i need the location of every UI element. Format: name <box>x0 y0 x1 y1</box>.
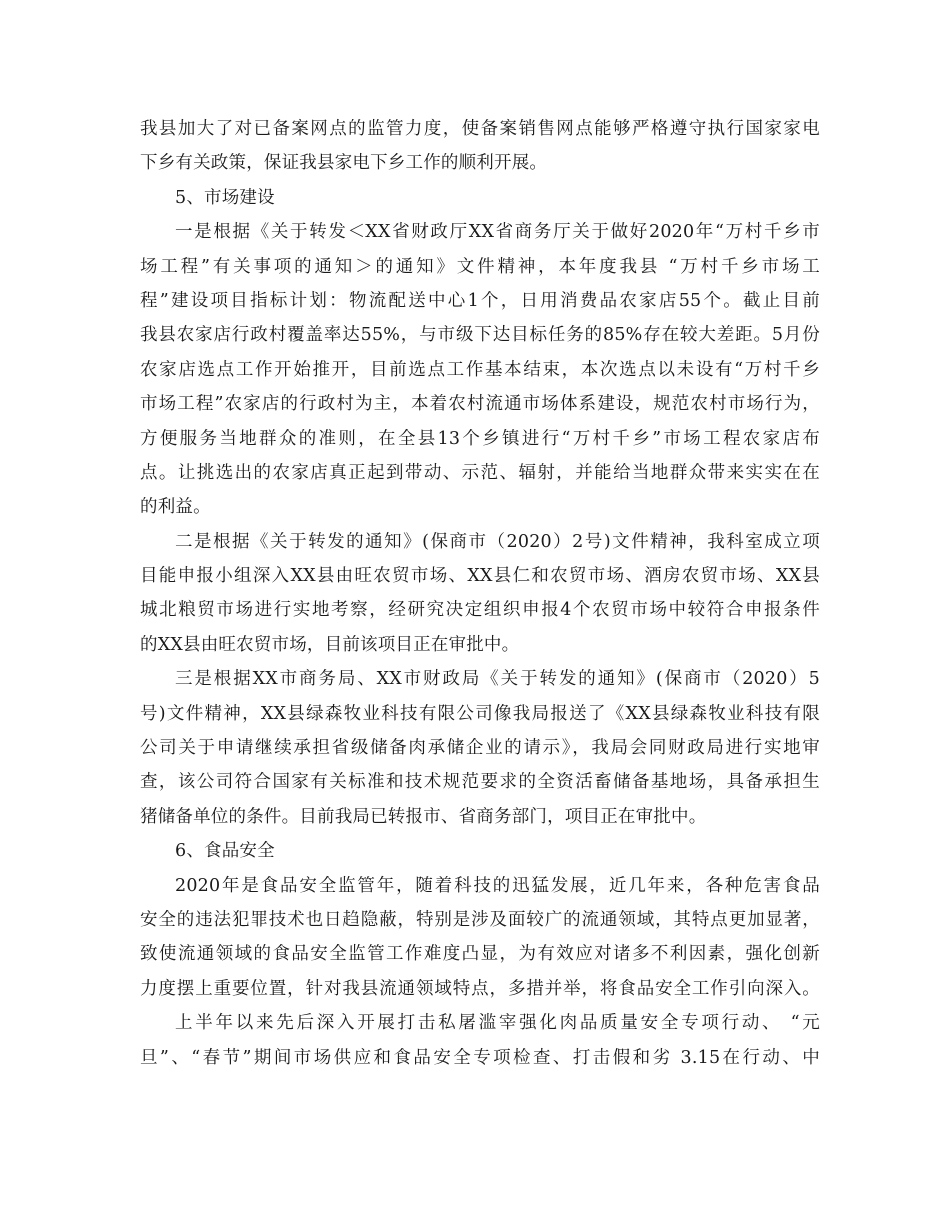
text-line: 号)文件精神，XX县绿森牧业科技有限公司像我局报送了《XX县绿森牧业科技有限 <box>140 703 820 724</box>
text-line: 程”建设项目指标计划：物流配送中心1个，日用消费品农家店55个。截止目前 <box>140 290 820 311</box>
text-line: 三是根据XX市商务局、XX市财政局《关于转发的通知》(保商市（2020）5 <box>175 669 820 690</box>
text-line: 旦”、“春节”期间市场供应和食品安全专项检查、打击假和劣 3.15在行动、中 <box>140 1047 820 1068</box>
text-line: 场工程”有关事项的通知＞的通知》文件精神，本年度我县 “万村千乡市场工 <box>140 256 820 277</box>
text-line: 的利益。 <box>140 497 211 518</box>
document-body <box>140 112 820 1075</box>
text-line: 致使流通领域的食品安全监管工作难度凸显，为有效应对诸多不利因素，强化创新 <box>140 944 820 965</box>
text-line: 方便服务当地群众的准则，在全县13个乡镇进行“万村千乡”市场工程农家店布 <box>140 428 820 449</box>
text-line: 6、食品安全 <box>175 841 275 862</box>
text-line: 公司关于申请继续承担省级储备肉承储企业的请示》，我局会同财政局进行实地审 <box>140 738 820 759</box>
text-line: 2020年是食品安全监管年，随着科技的迅猛发展，近几年来，各种危害食品 <box>175 875 820 896</box>
text-line: 一是根据《关于转发＜XX省财政厅XX省商务厅关于做好2020年“万村千乡市 <box>175 222 820 243</box>
text-line: 城北粮贸市场进行实地考察，经研究决定组织申报4个农贸市场中较符合申报条件 <box>140 600 820 621</box>
text-line: 我县加大了对已备案网点的监管力度，使备案销售网点能够严格遵守执行国家家电 <box>140 119 820 139</box>
text-line: 安全的违法犯罪技术也日趋隐蔽，特别是涉及面较广的流通领域，其特点更加显著， <box>140 909 820 930</box>
text-line: 目能申报小组深入XX县由旺农贸市场、XX县仁和农贸市场、酒房农贸市场、XX县 <box>140 566 820 587</box>
text-line: 上半年以来先后深入开展打击私屠滥宰强化肉品质量安全专项行动、 “元 <box>175 1013 820 1034</box>
text-line: 点。让挑选出的农家店真正起到带动、示范、辐射，并能给当地群众带来实实在在 <box>140 462 820 483</box>
text-line: 二是根据《关于转发的通知》(保商市（2020）2号)文件精神，我科室成立项 <box>175 531 820 552</box>
text-line: 5、市场建设 <box>175 187 275 208</box>
text-line: 猪储备单位的条件。目前我局已转报市、省商务部门，项目正在审批中。 <box>140 806 707 827</box>
text-line: 农家店选点工作开始推开，目前选点工作基本结束，本次选点以未设有“万村千乡 <box>140 359 820 380</box>
text-line: 市场工程”农家店的行政村为主，本着农村流通市场体系建设，规范农村市场行为， <box>140 394 820 415</box>
text-line: 我县农家店行政村覆盖率达55%，与市级下达目标任务的85%存在较大差距。5月份 <box>140 325 820 346</box>
text-line: 查，该公司符合国家有关标准和技术规范要求的全资活畜储备基地场，具备承担生 <box>140 772 820 793</box>
text-line: 力度摆上重要位置，针对我县流通领域特点，多措并举，将食品安全工作引向深入。 <box>140 978 820 999</box>
text-line: 下乡有关政策，保证我县家电下乡工作的顺利开展。 <box>140 153 548 174</box>
text-line: 的XX县由旺农贸市场，目前该项目正在审批中。 <box>140 634 520 655</box>
